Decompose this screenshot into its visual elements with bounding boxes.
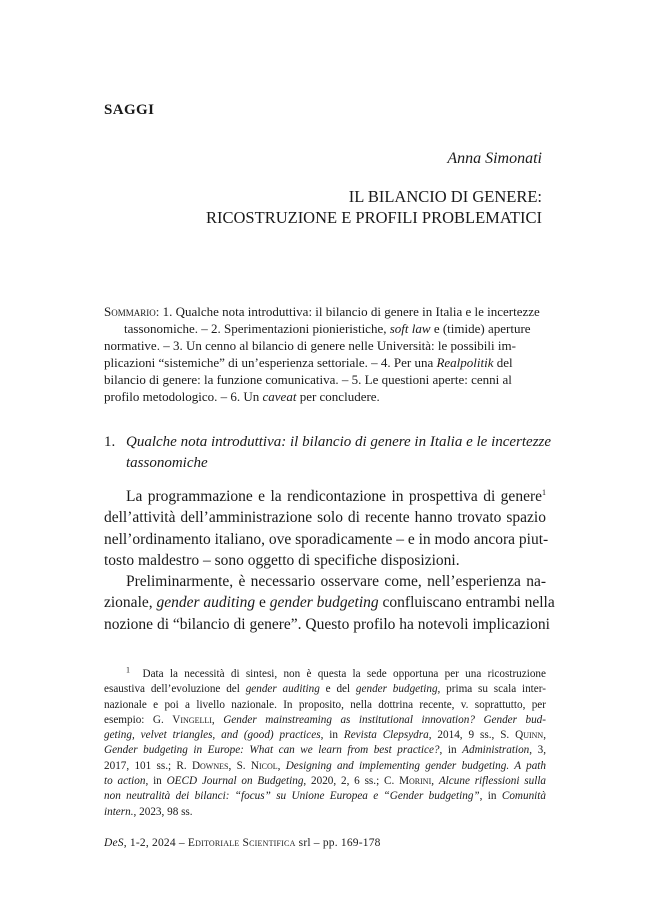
footnote-line: non neutralità dei bilanci: “focus” su Unione Europea e “Gender budgeting”, in Comunità <box>104 790 546 803</box>
footnote-line: esaustiva dell’evoluzione del gender auditing e del gender budgeting, prima su scala inter- <box>104 683 546 696</box>
author-name: Anna Simonati <box>447 150 542 167</box>
summary-label: Sommario <box>104 304 156 319</box>
body-text <box>104 486 555 635</box>
summary-line: profilo metodologico. – 6. Un caveat per concludere. <box>104 389 380 404</box>
footnote-line: intern., 2023, 98 ss. <box>104 805 193 818</box>
footnote-line: geting, velvet triangles, and (good) practices, in Revista Clepsydra, 2014, 9 ss., S. Quinn, <box>104 729 546 742</box>
summary-block <box>104 303 546 405</box>
section-number: 1. <box>104 434 116 450</box>
footnote-line: nazionale e poi a livello nazionale. In proposito, nella dottrina recente, v. soprattutto, per <box>104 698 546 711</box>
summary-line: plicazioni “sistemiche” di un’esperienza settoriale. – 4. Per una Realpolitik del <box>104 355 513 370</box>
footnote-marker: 1 <box>126 665 130 675</box>
summary-line: normative. – 3. Un cenno al bilancio di genere nelle Università: le possibili im- <box>104 338 516 353</box>
footnote-ref: 1 <box>542 487 546 497</box>
footnote <box>104 667 546 820</box>
body-line: nell’ordinamento italiano, ove sporadicamente – e in modo ancora piut- <box>104 530 549 548</box>
summary-line: tassonomiche. – 2. Sperimentazioni pionieristiche, soft law e (timide) aperture <box>124 321 531 336</box>
summary-line: bilancio di genere: la funzione comunicativa. – 5. Le questioni aperte: cenni al <box>104 372 512 387</box>
footnote-line: $^1$ Data la necessità di sintesi, non è questa la sede opportuna per una ricostruzione <box>126 665 546 680</box>
page-footer: DeS, 1-2, 2024 – Editoriale Scientifica srl – pp. 169-178 <box>104 837 381 849</box>
article-title-line-1: IL BILANCIO DI GENERE: <box>348 187 542 206</box>
section-heading <box>104 432 554 474</box>
body-line: Preliminarmente, è necessario osservare come, nell’esperienza na- <box>126 573 546 591</box>
footnote-line: Gender budgeting in Europe: What can we learn from best practice?, in Administration, 3, <box>104 744 547 757</box>
footnote-line: to action, in OECD Journal on Budgeting, 2020, 2, 6 ss.; C. Morini, Alcune riflessioni sulla <box>104 775 547 788</box>
body-line: dell’attività dell’amministrazione solo di recente hanno trovato spazio <box>104 509 546 527</box>
body-line: tosto maldestro – sono oggetto di specifiche disposizioni. <box>104 551 460 569</box>
section-title: Qualche nota introduttiva: il bilancio di genere in Italia e le incertezze <box>126 434 552 450</box>
article-title-line-2: RICOSTRUZIONE E PROFILI PROBLEMATICI <box>206 208 542 227</box>
footnote-line: 2017, 101 ss.; R. Downes, S. Nicol, Designing and implementing gender budgeting. A path <box>104 759 546 772</box>
section-title-continued: tassonomiche <box>126 455 208 471</box>
body-line: La programmazione e la rendicontazione in prospettiva di genere$^1$ <box>126 487 546 505</box>
footnote-line: esempio: G. Vingelli, Gender mainstreaming as institutional innovation? Gender bud- <box>104 713 546 726</box>
summary-line: Sommario: 1. Qualche nota introduttiva: il bilancio di genere in Italia e le incertezze <box>104 304 540 319</box>
section-label: SAGGI <box>104 102 155 118</box>
body-line: nozione di “bilancio di genere”. Questo profilo ha notevoli implicazioni <box>104 615 550 633</box>
body-line: zionale, gender auditing e gender budgeting confluiscano entrambi nella <box>104 594 555 612</box>
